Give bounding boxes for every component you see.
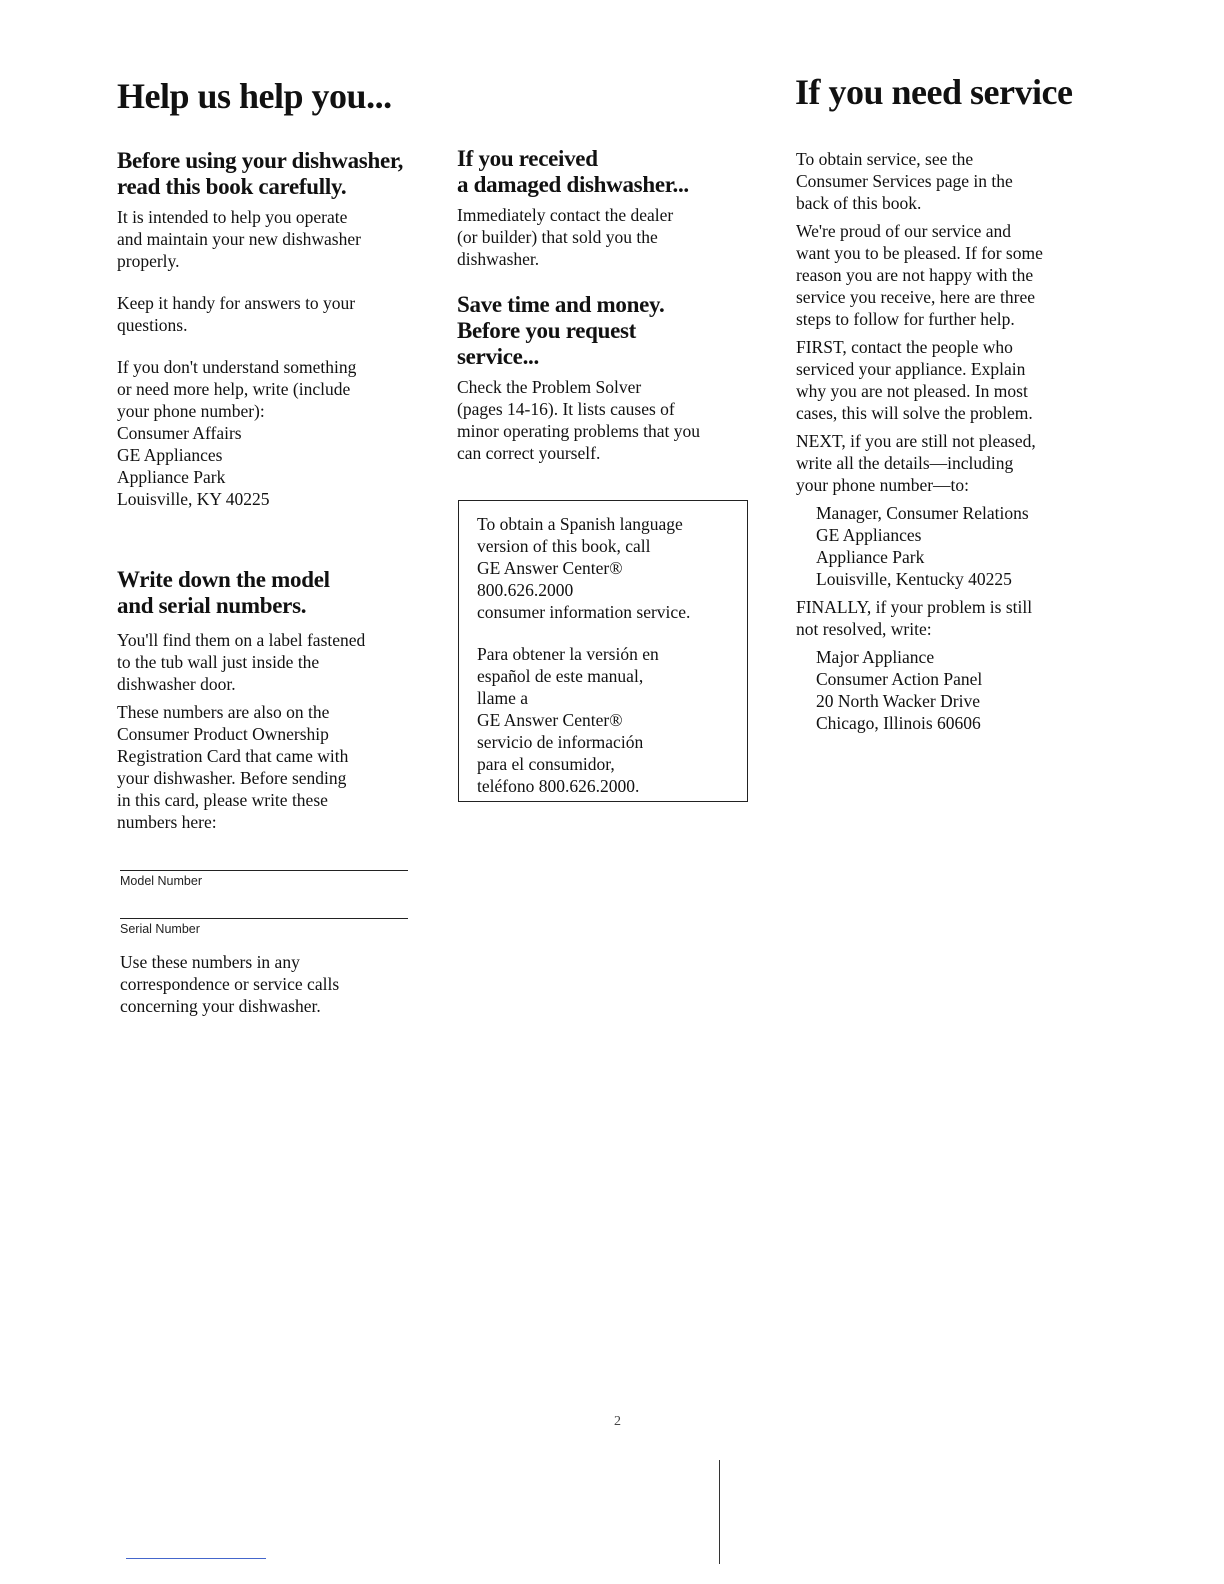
section-heading-model-serial: Write down the model and serial numbers. xyxy=(117,567,330,618)
model-number-line[interactable] xyxy=(120,870,408,871)
paragraph-proud: We're proud of our service and want you to be pleased. If for some reason you are not happy with the service you receive, here are three steps to follow for further help. xyxy=(796,221,1043,329)
paragraph-contact-dealer: Immediately contact the dealer (or builder) that sold you the dishwasher. xyxy=(457,205,674,269)
address-consumer-relations: Manager, Consumer Relations GE Appliances Appliance Park Louisville, Kentucky 40225 xyxy=(816,503,1029,589)
section-heading-before-using: Before using your dishwasher, read this book carefully. xyxy=(117,148,404,199)
model-number-label: Model Number xyxy=(120,874,202,888)
paragraph-intended: It is intended to help you operate and maintain your new dishwasher properly. xyxy=(117,207,361,271)
paragraph-registration-card: These numbers are also on the Consumer Product Ownership Registration Card that came with your dishwasher. Before sending in this card, please write these numbers here: xyxy=(117,702,349,832)
paragraph-finally: FINALLY, if your problem is still not resolved, write: xyxy=(796,597,1033,639)
address-consumer-action-panel: Major Appliance Consumer Action Panel 20 North Wacker Drive Chicago, Illinois 60606 xyxy=(816,647,983,733)
section-heading-damaged: If you received a damaged dishwasher... xyxy=(457,146,689,197)
scan-mark-vertical-line xyxy=(719,1460,720,1564)
paragraph-obtain-service: To obtain service, see the Consumer Services page in the back of this book. xyxy=(796,149,1013,213)
box-spanish-text: Para obtener la versión en español de este manual, llame a GE Answer Center® servicio de información para el consumidor, teléfono 800.626.2000. xyxy=(477,644,659,796)
paragraph-use-numbers: Use these numbers in any correspondence or service calls concerning your dishwasher. xyxy=(120,952,340,1016)
scan-mark-blue-line xyxy=(126,1558,266,1559)
right-column xyxy=(796,148,1096,734)
left-column-section-1 xyxy=(117,148,437,510)
paragraph-need-help: If you don't understand something or need more help, write (include your phone number): xyxy=(117,357,357,421)
page-number: 2 xyxy=(614,1414,621,1429)
middle-column xyxy=(457,146,757,464)
serial-number-line[interactable] xyxy=(120,918,408,919)
paragraph-keep-handy: Keep it handy for answers to your questions. xyxy=(117,293,356,335)
page-title-right: If you need service xyxy=(795,72,1073,112)
spanish-version-box xyxy=(458,500,748,802)
paragraph-first: FIRST, contact the people who serviced your appliance. Explain why you are not pleased. In most cases, this will solve the problem. xyxy=(796,337,1033,423)
paragraph-label-location: You'll find them on a label fastened to the tub wall just inside the dishwasher door. xyxy=(117,630,366,694)
serial-number-label: Serial Number xyxy=(120,922,200,936)
address-consumer-affairs: Consumer Affairs GE Appliances Appliance Park Louisville, KY 40225 xyxy=(117,423,270,509)
left-column-section-2 xyxy=(117,567,437,833)
box-english-text: To obtain a Spanish language version of this book, call GE Answer Center® 800.626.2000 consumer information service. xyxy=(477,514,691,622)
paragraph-problem-solver: Check the Problem Solver (pages 14-16). It lists causes of minor operating problems that you can correct yourself. xyxy=(457,377,701,463)
section-heading-save-time: Save time and money. Before you request service... xyxy=(457,292,665,369)
paragraph-next: NEXT, if you are still not pleased, write all the details—including your phone number—to: xyxy=(796,431,1036,495)
page-title-left: Help us help you... xyxy=(117,76,392,116)
